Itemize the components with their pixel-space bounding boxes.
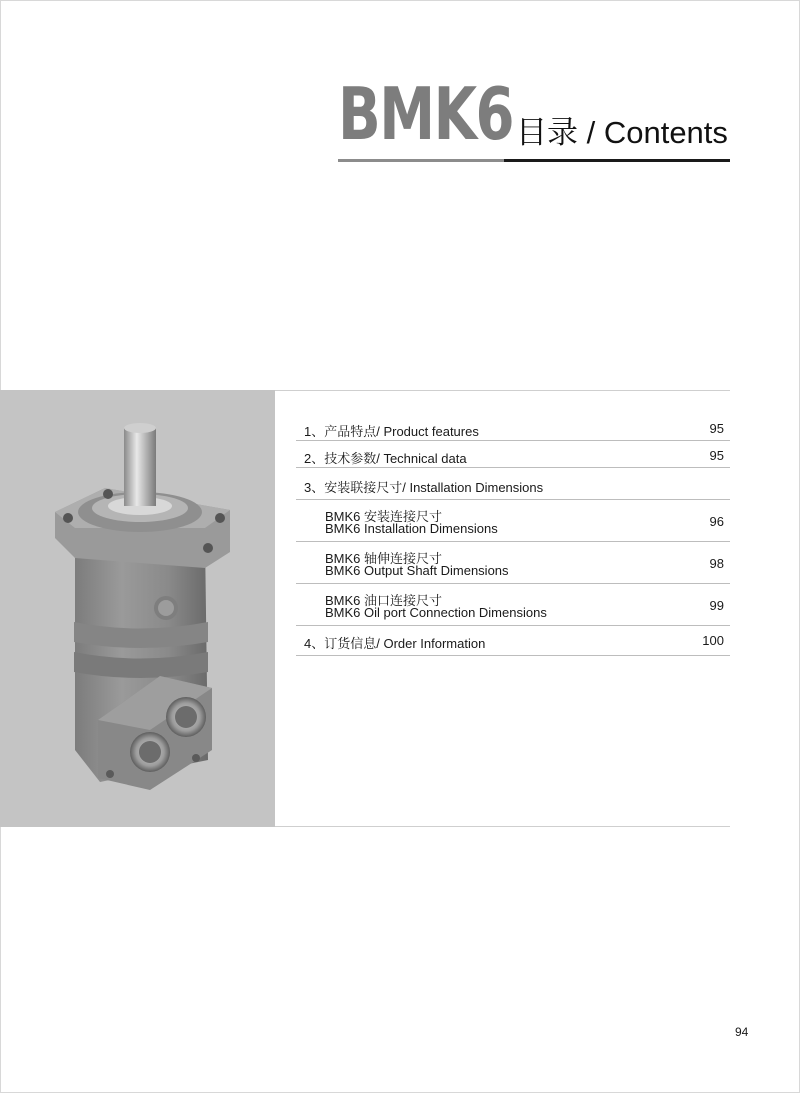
toc-item-label: 1、产品特点/ Product features: [304, 424, 479, 439]
toc-item-product-features[interactable]: [296, 414, 730, 441]
page-number: 94: [735, 1025, 749, 1039]
title-rule-black: [504, 159, 730, 162]
toc-item-page: 95: [709, 448, 724, 463]
toc-subitem-oil-port[interactable]: [296, 584, 730, 626]
toc-subitem-installation[interactable]: [296, 500, 730, 542]
toc-item-installation-dimensions[interactable]: [296, 468, 730, 500]
toc-item-page: 100: [702, 633, 724, 648]
table-of-contents: [296, 414, 730, 656]
toc-subitem-label-cn: BMK6 安装连接尺寸: [325, 509, 443, 524]
toc-item-order-information[interactable]: [296, 626, 730, 656]
toc-item-label: 3、安装联接尺寸/ Installation Dimensions: [304, 480, 544, 495]
toc-subitem-label-cn: BMK6 油口连接尺寸: [325, 593, 443, 608]
toc-subitem-label-en: BMK6 Installation Dimensions: [325, 521, 498, 536]
toc-item-label: 4、订货信息/ Order Information: [304, 636, 486, 651]
toc-item-page: 99: [709, 598, 724, 613]
toc-item-page: 96: [709, 514, 724, 529]
title-rule-gray: [338, 159, 504, 162]
toc-item-page: 95: [709, 421, 724, 436]
toc-subitem-label-cn: BMK6 轴伸连接尺寸: [325, 551, 443, 566]
band-bottom-divider: [275, 826, 730, 827]
toc-item-page: 98: [709, 556, 724, 571]
toc-subitem-label-en: BMK6 Output Shaft Dimensions: [325, 563, 509, 578]
toc-item-technical-data[interactable]: [296, 441, 730, 468]
brand-title: BMK6: [338, 72, 514, 156]
toc-subitem-output-shaft[interactable]: [296, 542, 730, 584]
toc-item-label: 2、技术参数/ Technical data: [304, 451, 467, 466]
product-photo: [0, 390, 275, 827]
hydraulic-motor-image: [0, 390, 275, 827]
toc-subitem-label-en: BMK6 Oil port Connection Dimensions: [325, 605, 547, 620]
page-title: 目录 / Contents: [516, 115, 728, 150]
